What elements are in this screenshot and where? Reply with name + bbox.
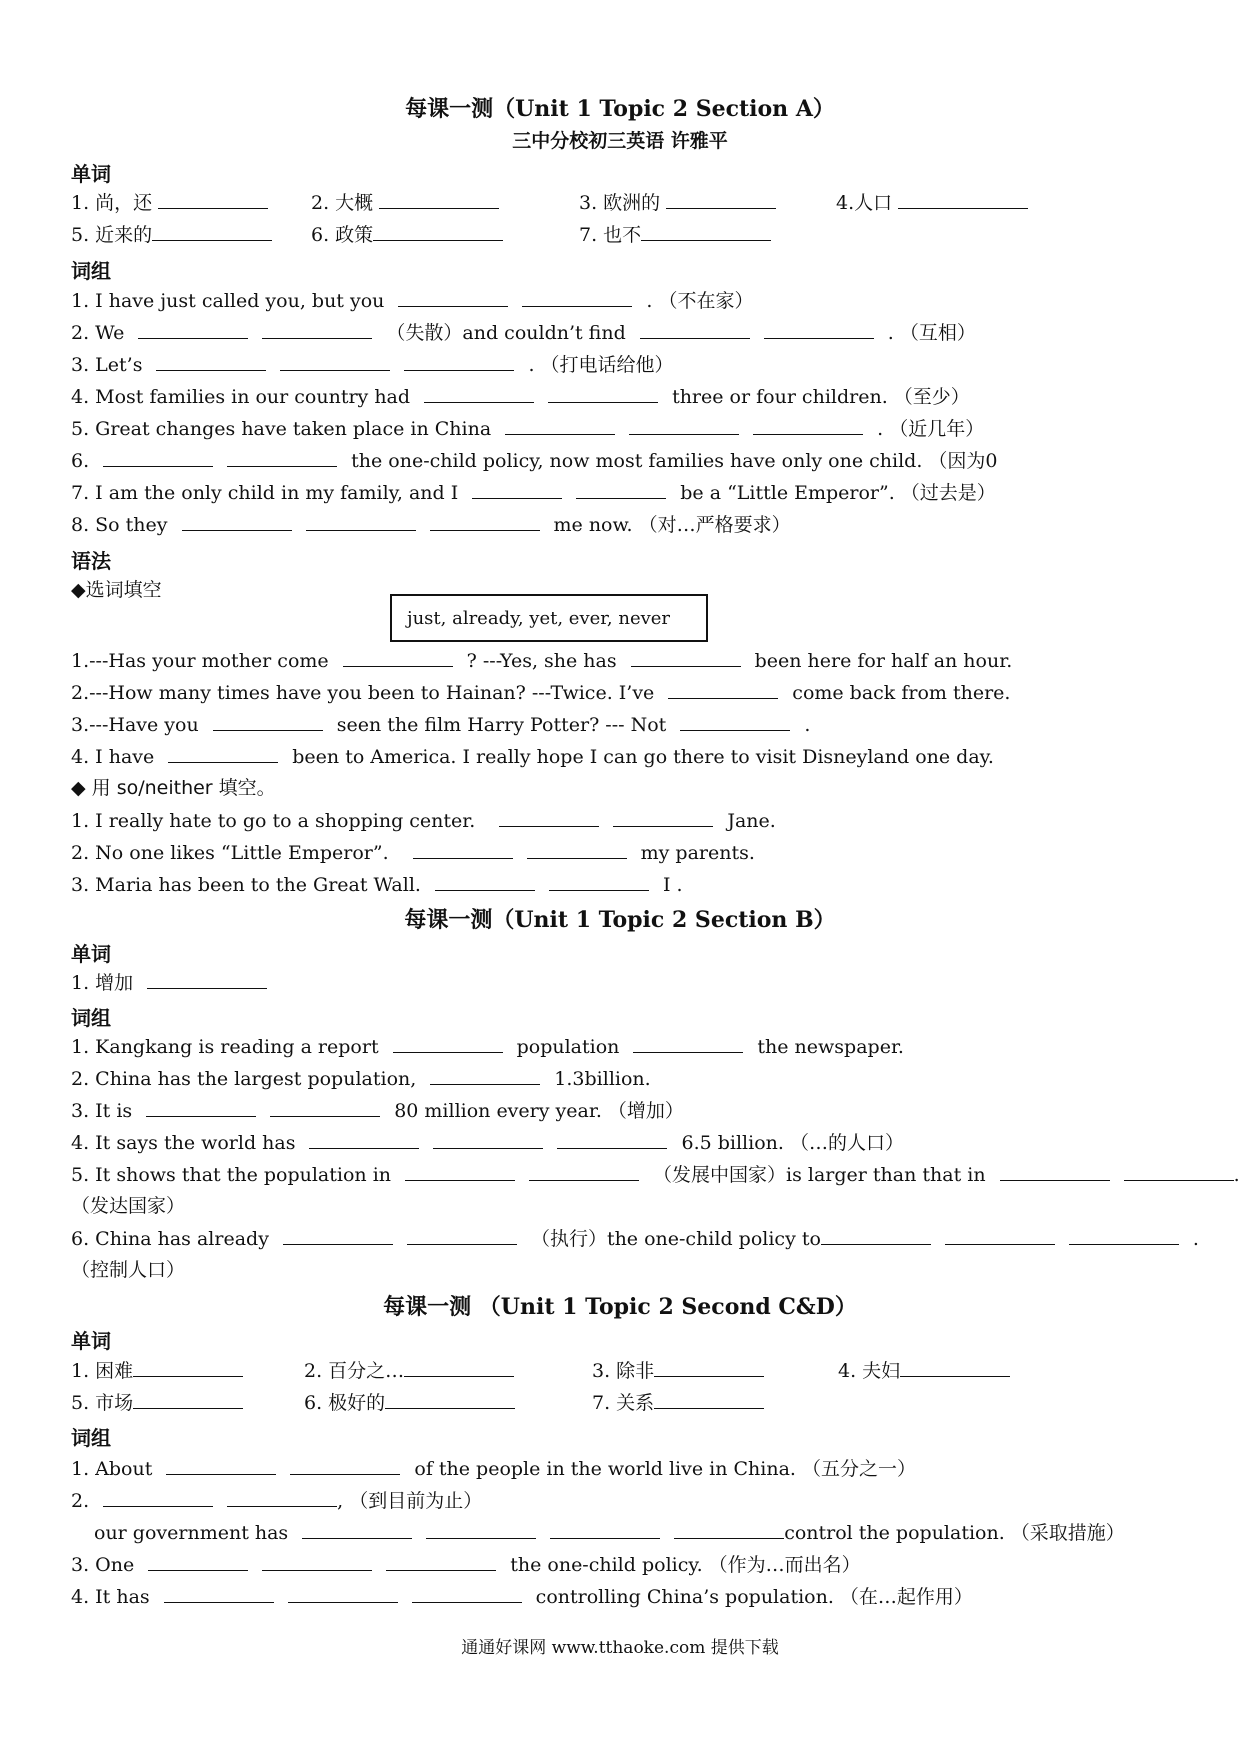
answer-blank[interactable]	[288, 1584, 398, 1603]
answer-blank[interactable]	[633, 1034, 743, 1053]
answer-blank[interactable]	[499, 808, 599, 827]
answer-blank[interactable]	[168, 744, 278, 763]
answer-blank[interactable]	[527, 840, 627, 859]
answer-blank[interactable]	[680, 712, 790, 731]
answer-blank[interactable]	[166, 1456, 276, 1475]
answer-blank[interactable]	[133, 1358, 243, 1377]
answer-blank[interactable]	[900, 1358, 1010, 1377]
phrase-text: 3. It is	[71, 1100, 133, 1122]
answer-blank[interactable]	[405, 1162, 515, 1181]
grammar-line-3	[71, 712, 810, 737]
b-phrase-line-2	[71, 1066, 651, 1091]
phrase-text: .	[1233, 1164, 1240, 1186]
phrase-line-4	[71, 384, 970, 409]
c-phrase-line-2-cont	[94, 1520, 1125, 1545]
phrase-text: our government has	[94, 1522, 289, 1544]
phrase-text: population	[516, 1036, 620, 1058]
phrase-text: 1.3billion.	[554, 1068, 651, 1090]
answer-blank[interactable]	[529, 1162, 639, 1181]
vocab-item: 6. 极好的	[304, 1392, 386, 1414]
answer-blank[interactable]	[629, 416, 739, 435]
phrase-text: .	[1192, 1228, 1199, 1250]
answer-blank[interactable]	[262, 320, 372, 339]
b-phrase-line-4	[71, 1130, 904, 1155]
grammar-text: 1. I really hate to go to a shopping center.	[71, 810, 476, 832]
phrase-text: 1. About	[71, 1458, 153, 1480]
vocab-item: 7. 关系	[592, 1392, 655, 1414]
grammar-text: 2. No one likes “Little Emperor”.	[71, 842, 389, 864]
b-phrase-line-3	[71, 1098, 684, 1123]
word-box-text: just, already, yet, ever, never	[407, 608, 671, 629]
b-phrase-line-6	[71, 1226, 1199, 1251]
vocab-item: 3. 除非	[592, 1360, 655, 1382]
phrase-text: 5. It shows that the population in	[71, 1164, 392, 1186]
phrase-text: 8. So they	[71, 514, 168, 536]
answer-blank[interactable]	[613, 808, 713, 827]
phrase-text: the newspaper.	[757, 1036, 904, 1058]
vocab-item: 6. 政策	[311, 224, 374, 246]
phrase-text: 2. China has the largest population,	[71, 1068, 417, 1090]
answer-blank[interactable]	[386, 1552, 496, 1571]
answer-blank[interactable]	[280, 352, 390, 371]
b-phrase-line-1	[71, 1034, 904, 1059]
answer-blank[interactable]	[654, 1358, 764, 1377]
phrase-text: me now. （对…严格要求）	[553, 514, 791, 536]
answer-blank[interactable]	[146, 1098, 256, 1117]
answer-blank[interactable]	[945, 1226, 1055, 1245]
phrase-text: 6.	[71, 450, 90, 472]
phrase-text: 4. It says the world has	[71, 1132, 296, 1154]
so-neither-line-1	[71, 808, 776, 833]
so-neither-line-3	[71, 872, 683, 897]
answer-blank[interactable]	[522, 288, 632, 307]
answer-blank[interactable]	[435, 872, 535, 891]
section-a-subtitle: 三中分校初三英语 许雅平	[512, 130, 728, 152]
vocab-item: 2. 大概	[311, 192, 374, 214]
section-a-vocab-row-1	[71, 190, 1028, 215]
phrase-text: （发展中国家）is larger than that in	[653, 1164, 986, 1186]
grammar-so-neither-heading: ◆ 用 so/neither 填空。	[71, 777, 276, 799]
vocab-item: 4.人口	[836, 192, 893, 214]
answer-blank[interactable]	[549, 872, 649, 891]
answer-blank[interactable]	[227, 448, 337, 467]
answer-blank[interactable]	[576, 480, 666, 499]
answer-blank[interactable]	[148, 1552, 248, 1571]
so-neither-line-2	[71, 840, 755, 865]
section-b-vocab-heading: 单词	[71, 942, 111, 966]
answer-blank[interactable]	[373, 222, 503, 241]
phrase-text: . （打电话给他）	[528, 354, 674, 376]
section-a-title: 每课一测（Unit 1 Topic 2 Section A）	[405, 96, 835, 122]
phrase-text: control the population. （采取措施）	[784, 1522, 1125, 1544]
answer-blank[interactable]	[283, 1226, 393, 1245]
vocab-item: 1. 尚，还	[71, 192, 153, 214]
section-c-vocab-row-1	[71, 1358, 1010, 1383]
vocab-item: 1. 困难	[71, 1360, 134, 1382]
grammar-line-4	[71, 744, 994, 769]
b-phrase-line-5-note: （发达国家）	[71, 1195, 186, 1217]
answer-blank[interactable]	[156, 352, 266, 371]
answer-blank[interactable]	[764, 320, 874, 339]
phrase-line-6	[71, 448, 997, 473]
phrase-text: 2. We	[71, 322, 125, 344]
grammar-text: ? ---Yes, she has	[466, 650, 617, 672]
answer-blank[interactable]	[1124, 1162, 1234, 1181]
grammar-heading: 语法	[71, 549, 111, 573]
grammar-text: 4. I have	[71, 746, 155, 768]
phrase-text: 5. Great changes have taken place in China	[71, 418, 492, 440]
grammar-choose-heading: ◆选词填空	[71, 579, 162, 601]
vocab-item: 2. 百分之…	[304, 1360, 405, 1382]
vocab-item: 5. 市场	[71, 1392, 134, 1414]
c-phrase-line-1	[71, 1456, 916, 1481]
answer-blank[interactable]	[821, 1226, 931, 1245]
phrase-text: three or four children. （至少）	[672, 386, 970, 408]
section-b-vocab-row	[71, 970, 267, 995]
phrase-line-2	[71, 320, 976, 345]
answer-blank[interactable]	[413, 840, 513, 859]
answer-blank[interactable]	[379, 190, 499, 209]
vocab-item: 4. 夫妇	[838, 1360, 901, 1382]
answer-blank[interactable]	[398, 288, 508, 307]
section-a-phrase-heading: 词组	[71, 259, 111, 283]
section-c-phrase-heading: 词组	[71, 1426, 111, 1450]
b-phrase-line-6-note: （控制人口）	[71, 1259, 186, 1281]
answer-blank[interactable]	[668, 680, 778, 699]
answer-blank[interactable]	[103, 448, 213, 467]
phrase-text: 3. One	[71, 1554, 135, 1576]
answer-blank[interactable]	[424, 384, 534, 403]
phrase-text: the one-child policy. （作为…而出名）	[510, 1554, 861, 1576]
answer-blank[interactable]	[393, 1034, 503, 1053]
vocab-item: 5. 近来的	[71, 224, 153, 246]
phrase-text: . （近几年）	[877, 418, 985, 440]
answer-blank[interactable]	[753, 416, 863, 435]
answer-blank[interactable]	[138, 320, 248, 339]
vocab-item: 3. 欧洲的	[579, 192, 661, 214]
phrase-line-7	[71, 480, 996, 505]
answer-blank[interactable]	[433, 1130, 543, 1149]
answer-blank[interactable]	[262, 1552, 372, 1571]
phrase-text: of the people in the world live in China. （五分之一）	[414, 1458, 917, 1480]
answer-blank[interactable]	[213, 712, 323, 731]
grammar-text: been here for half an hour.	[754, 650, 1013, 672]
section-a-vocab-heading: 单词	[71, 162, 111, 186]
section-b-title: 每课一测（Unit 1 Topic 2 Section B）	[404, 907, 836, 933]
grammar-text: .	[804, 714, 811, 736]
answer-blank[interactable]	[430, 1066, 540, 1085]
answer-blank[interactable]	[666, 190, 776, 209]
answer-blank[interactable]	[640, 320, 750, 339]
phrase-text: the one-child policy, now most families have only one child. （因为0	[351, 450, 998, 472]
phrase-text: 2.	[71, 1490, 90, 1512]
answer-blank[interactable]	[674, 1520, 784, 1539]
grammar-text: seen the film Harry Potter? --- Not	[336, 714, 667, 736]
answer-blank[interactable]	[302, 1520, 412, 1539]
phrase-text: 1. I have just called you, but you	[71, 290, 385, 312]
answer-blank[interactable]	[404, 352, 514, 371]
answer-blank[interactable]	[152, 222, 272, 241]
phrase-text: , （到目前为止）	[337, 1490, 483, 1512]
answer-blank[interactable]	[404, 1358, 514, 1377]
section-c-title: 每课一测 （Unit 1 Topic 2 Second C&D）	[383, 1294, 857, 1320]
phrase-text: 1. Kangkang is reading a report	[71, 1036, 379, 1058]
answer-blank[interactable]	[147, 970, 267, 989]
grammar-text: 3. Maria has been to the Great Wall.	[71, 874, 421, 896]
phrase-text: 6. China has already	[71, 1228, 269, 1250]
phrase-text: 4. Most families in our country had	[71, 386, 411, 408]
section-c-vocab-row-2	[71, 1390, 764, 1415]
section-c-vocab-heading: 单词	[71, 1329, 111, 1353]
answer-blank[interactable]	[343, 648, 453, 667]
answer-blank[interactable]	[309, 1130, 419, 1149]
answer-blank[interactable]	[164, 1584, 274, 1603]
grammar-text: 3.---Have you	[71, 714, 199, 736]
grammar-line-2	[71, 680, 1010, 705]
phrase-text: 4. It has	[71, 1586, 150, 1608]
phrase-text: 7. I am the only child in my family, and I	[71, 482, 459, 504]
phrase-text: （执行）the one-child policy to	[530, 1228, 821, 1250]
b-phrase-line-5	[71, 1162, 1240, 1187]
c-phrase-line-4	[71, 1584, 973, 1609]
answer-blank[interactable]	[407, 1226, 517, 1245]
answer-blank[interactable]	[270, 1098, 380, 1117]
answer-blank[interactable]	[1069, 1226, 1179, 1245]
answer-blank[interactable]	[182, 512, 292, 531]
answer-blank[interactable]	[548, 384, 658, 403]
answer-blank[interactable]	[227, 1488, 337, 1507]
grammar-text: been to America. I really hope I can go there to visit Disneyland one day.	[292, 746, 994, 768]
vocab-item: 7. 也不	[579, 224, 642, 246]
grammar-text: 2.---How many times have you been to Hainan? ---Twice. I’ve	[71, 682, 655, 704]
answer-blank[interactable]	[505, 416, 615, 435]
phrase-text: （失散）and couldn’t find	[386, 322, 626, 344]
answer-blank[interactable]	[472, 480, 562, 499]
answer-blank[interactable]	[641, 222, 771, 241]
phrase-text: . （互相）	[887, 322, 976, 344]
grammar-text: come back from there.	[792, 682, 1011, 704]
answer-blank[interactable]	[430, 512, 540, 531]
word-box	[390, 594, 708, 642]
answer-blank[interactable]	[290, 1456, 400, 1475]
phrase-line-3	[71, 352, 674, 377]
section-b-phrase-heading: 词组	[71, 1006, 111, 1030]
page-footer: 通通好课网 www.tthaoke.com 提供下载	[461, 1638, 779, 1658]
answer-blank[interactable]	[103, 1488, 213, 1507]
phrase-text: 3. Let’s	[71, 354, 143, 376]
grammar-text: I .	[662, 874, 683, 896]
answer-blank[interactable]	[1000, 1162, 1110, 1181]
grammar-text: Jane.	[727, 810, 776, 832]
phrase-line-5	[71, 416, 984, 441]
answer-blank[interactable]	[426, 1520, 536, 1539]
grammar-line-1	[71, 648, 1012, 673]
answer-blank[interactable]	[631, 648, 741, 667]
answer-blank[interactable]	[158, 190, 268, 209]
answer-blank[interactable]	[385, 1390, 515, 1409]
phrase-text: 80 million every year. （增加）	[394, 1100, 684, 1122]
phrase-text: be a “Little Emperor”. （过去是）	[680, 482, 996, 504]
phrase-text: . （不在家）	[646, 290, 754, 312]
c-phrase-line-2	[71, 1488, 482, 1513]
grammar-text: 1.---Has your mother come	[71, 650, 329, 672]
answer-blank[interactable]	[412, 1584, 522, 1603]
grammar-text: my parents.	[640, 842, 755, 864]
phrase-text: 6.5 billion. （…的人口）	[681, 1132, 904, 1154]
answer-blank[interactable]	[557, 1130, 667, 1149]
section-a-vocab-row-2	[71, 222, 771, 247]
answer-blank[interactable]	[306, 512, 416, 531]
c-phrase-line-3	[71, 1552, 861, 1577]
answer-blank[interactable]	[654, 1390, 764, 1409]
answer-blank[interactable]	[898, 190, 1028, 209]
phrase-line-1	[71, 288, 753, 313]
answer-blank[interactable]	[550, 1520, 660, 1539]
phrase-line-8	[71, 512, 791, 537]
phrase-text: controlling China’s population. （在…起作用）	[535, 1586, 973, 1608]
answer-blank[interactable]	[133, 1390, 243, 1409]
vocab-item: 1. 增加	[71, 972, 134, 994]
